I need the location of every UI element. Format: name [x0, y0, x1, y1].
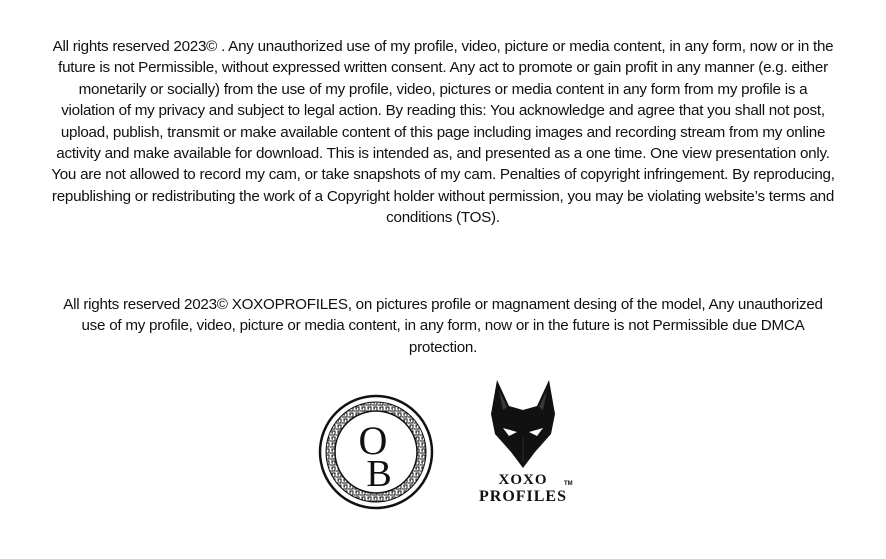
dmca-notice-paragraph: All rights reserved 2023© XOXOPROFILES, on pictures profile or magnament desing of the model, Any unauthorized use of my profile, video, picture or media content, in any form, now or in the future is not Permissible due DMCA protection.: [63, 296, 823, 356]
xoxo-logo-word: XOXO: [498, 472, 548, 488]
ob-monogram-seal-icon: [318, 394, 434, 510]
trademark-mark: TM: [564, 481, 573, 487]
profiles-logo-word: PROFILES: [478, 488, 567, 505]
copyright-notice-paragraph: All rights reserved 2023© . Any unauthorized use of my profile, video, picture or media content, in any form, now or in the future is not Permissible, without expressed written consent. Any act to promote or gain profit in any manner (e.g. either monetarily or socially) from the use of my profile, video, pictures or media content in any form from my profile is a violation of my privacy and subject to legal action. By reading this: You acknowledge and agree that you shall not post, upload, publish, transmit or make available content of this page including images and recording stream from my online activity and make available for download. This is intended as, and presented as a one time. One view presentation only. You are not allowed to record my cam, or take snapshots of my cam. Penalties of copyright infringement. By reproducing, republishing or redistributing the work of a Copyright holder without permission, you may be violating website’s terms and conditions (TOS).: [51, 38, 835, 227]
svg-text:B: B: [366, 453, 392, 495]
fox-head-icon: [463, 376, 583, 472]
xoxo-profiles-logo: [463, 376, 583, 514]
ob-monogram-logo: [318, 394, 434, 510]
svg-text:O: O: [358, 418, 388, 463]
